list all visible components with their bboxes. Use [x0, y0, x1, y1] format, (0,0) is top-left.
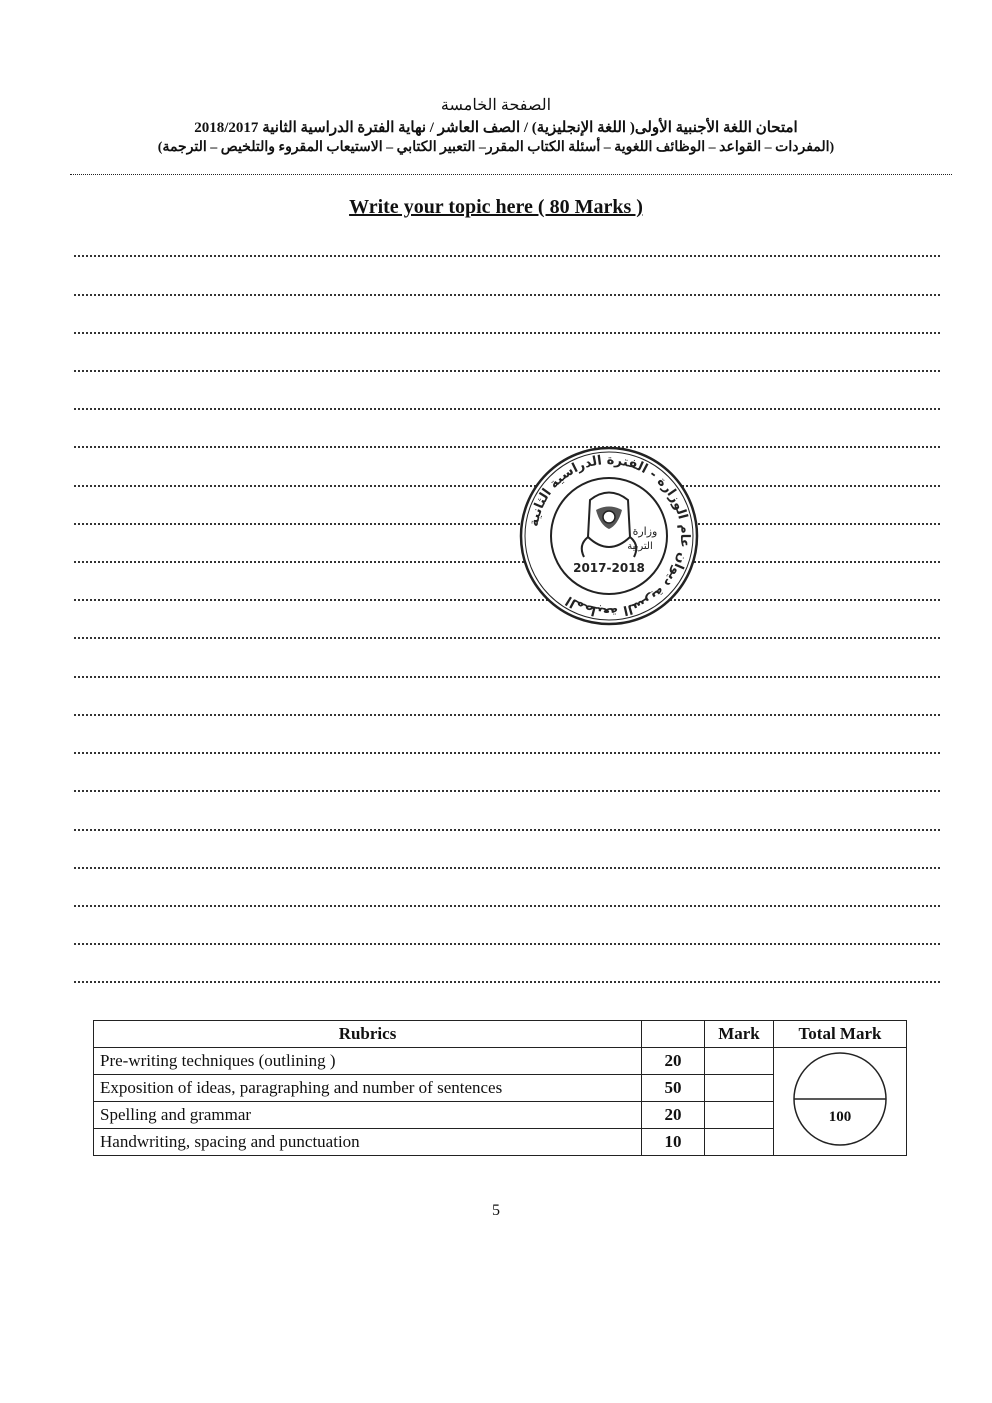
mark-cell[interactable]: [705, 1075, 774, 1102]
writing-line[interactable]: [74, 829, 940, 831]
total-mark-value: 100: [828, 1109, 852, 1125]
rubric-criterion: Pre-writing techniques (outlining ): [94, 1048, 642, 1075]
mark-cell[interactable]: [705, 1129, 774, 1156]
writing-line[interactable]: [74, 714, 940, 716]
total-mark-cell[interactable]: [774, 1048, 907, 1156]
stamp-center-top: وزارة: [632, 525, 658, 538]
writing-line[interactable]: [74, 943, 940, 945]
stamp-center-right: التربية: [627, 541, 653, 552]
total-mark-header: Total Mark: [774, 1021, 907, 1048]
page-header: [70, 96, 922, 158]
writing-line[interactable]: [74, 599, 940, 601]
rubric-points: 20: [642, 1102, 705, 1129]
writing-line[interactable]: [74, 561, 940, 563]
writing-line[interactable]: [74, 752, 940, 754]
exam-topics: (المفردات – القواعد – الوظائف اللغوية – أسئلة الكتاب المقرر– التعبير الكتابي – الاستيعاب المقروء والتلخيص – الترجمة): [157, 140, 835, 155]
writing-line[interactable]: [74, 676, 940, 678]
writing-line[interactable]: [74, 867, 940, 869]
mark-header: Mark: [705, 1021, 774, 1048]
rubric-points: 50: [642, 1075, 705, 1102]
writing-line[interactable]: [74, 332, 940, 334]
rubric-criterion: Handwriting, spacing and punctuation: [94, 1129, 642, 1156]
writing-line[interactable]: [74, 981, 940, 983]
writing-line[interactable]: [74, 905, 940, 907]
header-divider: [70, 174, 952, 175]
writing-line[interactable]: [74, 255, 940, 257]
mark-cell[interactable]: [705, 1048, 774, 1075]
rubric-points: 20: [642, 1048, 705, 1075]
writing-line[interactable]: [74, 370, 940, 372]
rubrics-table: [93, 1020, 907, 1156]
rubric-criterion: Exposition of ideas, paragraphing and number of sentences: [94, 1075, 642, 1102]
writing-line[interactable]: [74, 637, 940, 639]
writing-line[interactable]: [74, 523, 940, 525]
table-row: [94, 1048, 907, 1075]
writing-line[interactable]: [74, 790, 940, 792]
stamp-seal-graphic: [518, 445, 700, 627]
writing-line[interactable]: [74, 485, 940, 487]
writing-line[interactable]: [74, 294, 940, 296]
mark-cell[interactable]: [705, 1102, 774, 1129]
writing-line[interactable]: [74, 408, 940, 410]
stamp-year: 2017-2018: [573, 561, 645, 575]
rubrics-header-row: [94, 1021, 907, 1048]
total-mark-circle: [785, 1051, 895, 1147]
topic-heading: Write your topic here ( 80 Marks ): [349, 196, 643, 218]
page-label: الصفحة الخامسة: [440, 97, 552, 114]
official-stamp: [518, 445, 700, 627]
page-number: 5: [492, 1202, 500, 1219]
rubric-points: 10: [642, 1129, 705, 1156]
rubrics-header: Rubrics: [94, 1021, 642, 1048]
points-header: [642, 1021, 705, 1048]
writing-line[interactable]: [74, 446, 940, 448]
rubric-criterion: Spelling and grammar: [94, 1102, 642, 1129]
exam-title: امتحان اللغة الأجنبية الأولى( اللغة الإنجليزية) / الصف العاشر / نهاية الفترة الدراسية الثانية 2018/2017: [194, 120, 798, 136]
stamp-ring-text: المطبعة السرية ديوان عام الوزارة - الفترة الدراسية الثانية: [526, 452, 693, 620]
